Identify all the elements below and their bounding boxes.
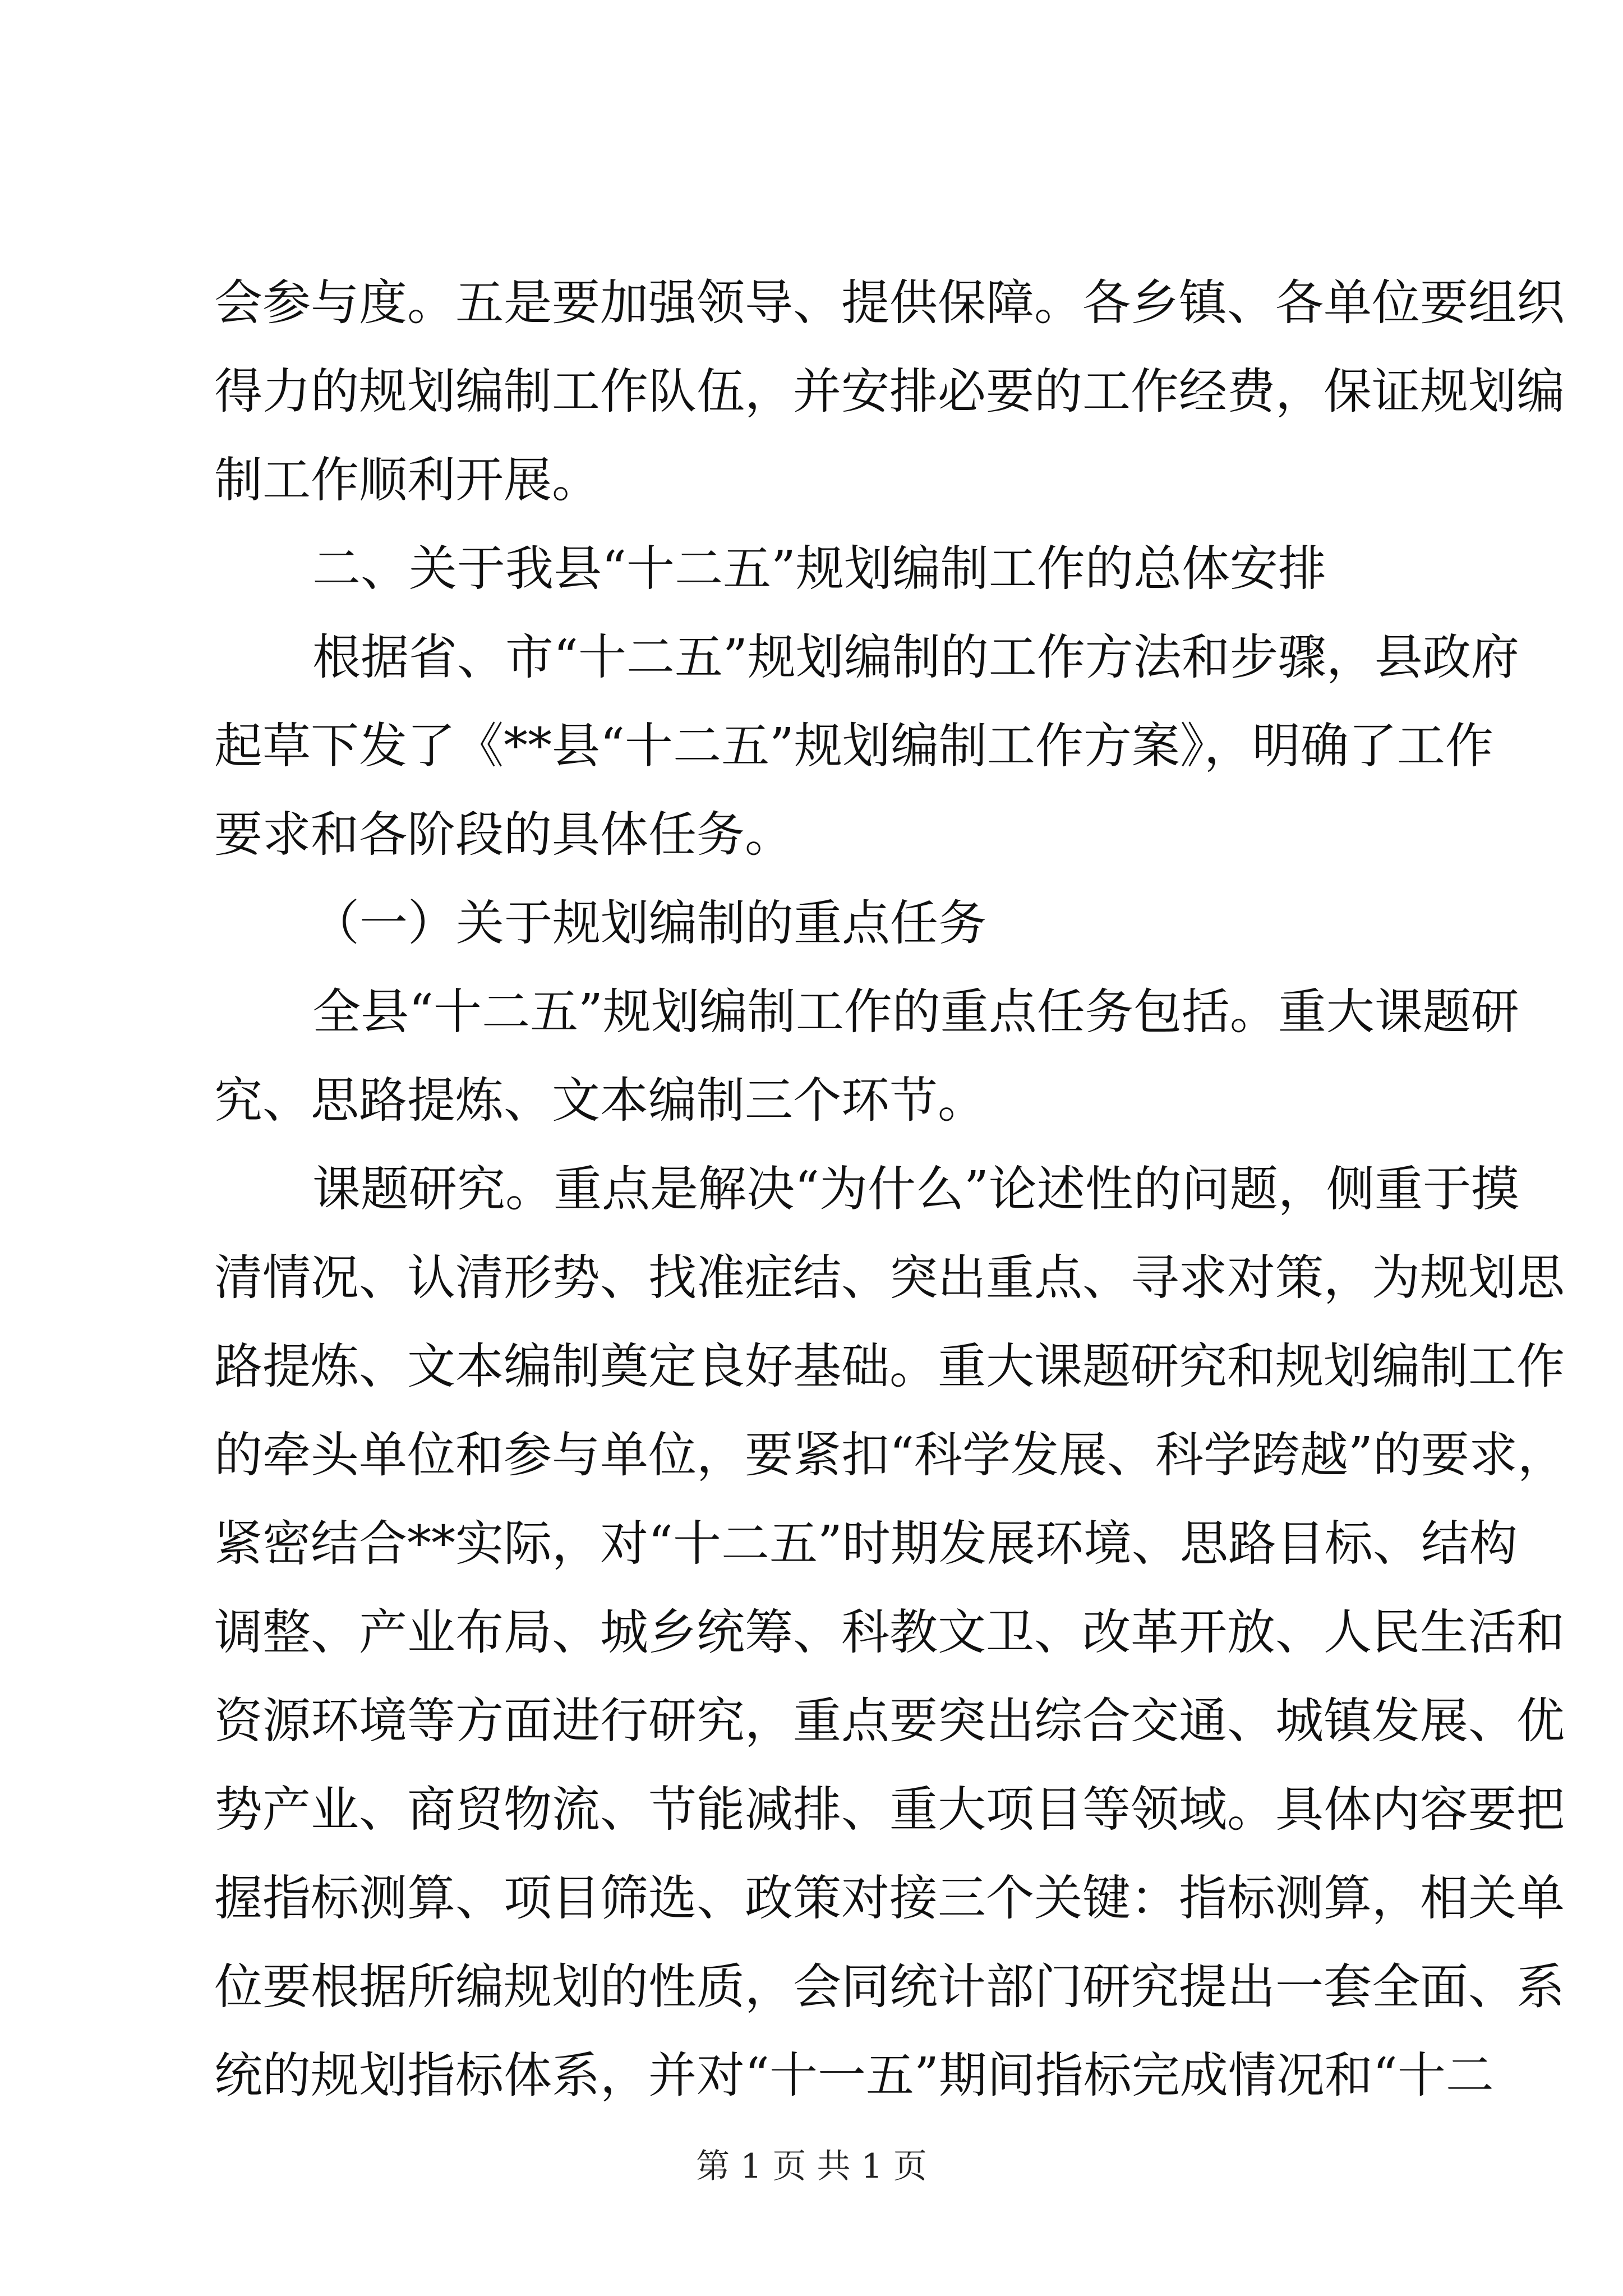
text-line: 势产业、商贸物流、节能减排、重大项目等领域。具体内容要把 bbox=[214, 1782, 1565, 1838]
text-line: 全县“十二五”规划编制工作的重点任务包括。重大课题研 bbox=[312, 984, 1519, 1040]
page-footer: 第 1 页 共 1 页 bbox=[696, 2147, 927, 2186]
text-line: 根据省、市“十二五”规划编制的工作方法和步骤，县政府 bbox=[312, 629, 1519, 685]
subsection-heading: （一）关于规划编制的重点任务 bbox=[311, 895, 986, 951]
text-line: 要求和各阶段的具体任务。 bbox=[214, 807, 793, 863]
text-line: 清情况、认清形势、找准症结、突出重点、寻求对策，为规划思 bbox=[214, 1250, 1565, 1306]
text-line: 得力的规划编制工作队伍，并安排必要的工作经费，保证规划编 bbox=[214, 364, 1565, 420]
text-line: 会参与度。五是要加强领导、提供保障。各乡镇、各单位要组织 bbox=[214, 275, 1565, 331]
text-line: 握指标测算、项目筛选、政策对接三个关键：指标测算，相关单 bbox=[214, 1870, 1565, 1926]
text-line: 起草下发了《**县“十二五”规划编制工作方案》，明确了工作 bbox=[214, 718, 1493, 774]
text-line: 统的规划指标体系，并对“十一五”期间指标完成情况和“十二 bbox=[214, 2047, 1494, 2104]
text-line: 的牵头单位和参与单位，要紧扣“科学发展、科学跨越”的要求， bbox=[214, 1427, 1566, 1483]
text-line: 制工作顺利开展。 bbox=[214, 452, 600, 508]
text-line: 课题研究。重点是解决“为什么”论述性的问题，侧重于摸 bbox=[312, 1161, 1519, 1217]
text-line: 资源环境等方面进行研究，重点要突出综合交通、城镇发展、优 bbox=[214, 1693, 1565, 1749]
text-line: 究、思路提炼、文本编制三个环节。 bbox=[214, 1073, 986, 1129]
text-line: 调整、产业布局、城乡统筹、科教文卫、改革开放、人民生活和 bbox=[214, 1604, 1565, 1660]
text-line: 位要根据所编规划的性质，会同统计部门研究提出一套全面、系 bbox=[214, 1959, 1565, 2015]
text-line: 紧密结合**实际，对“十二五”时期发展环境、思路目标、结构 bbox=[214, 1516, 1518, 1572]
text-line: 路提炼、文本编制奠定良好基础。重大课题研究和规划编制工作 bbox=[214, 1338, 1565, 1395]
section-heading: 二、关于我县“十二五”规划编制工作的总体安排 bbox=[312, 541, 1326, 597]
